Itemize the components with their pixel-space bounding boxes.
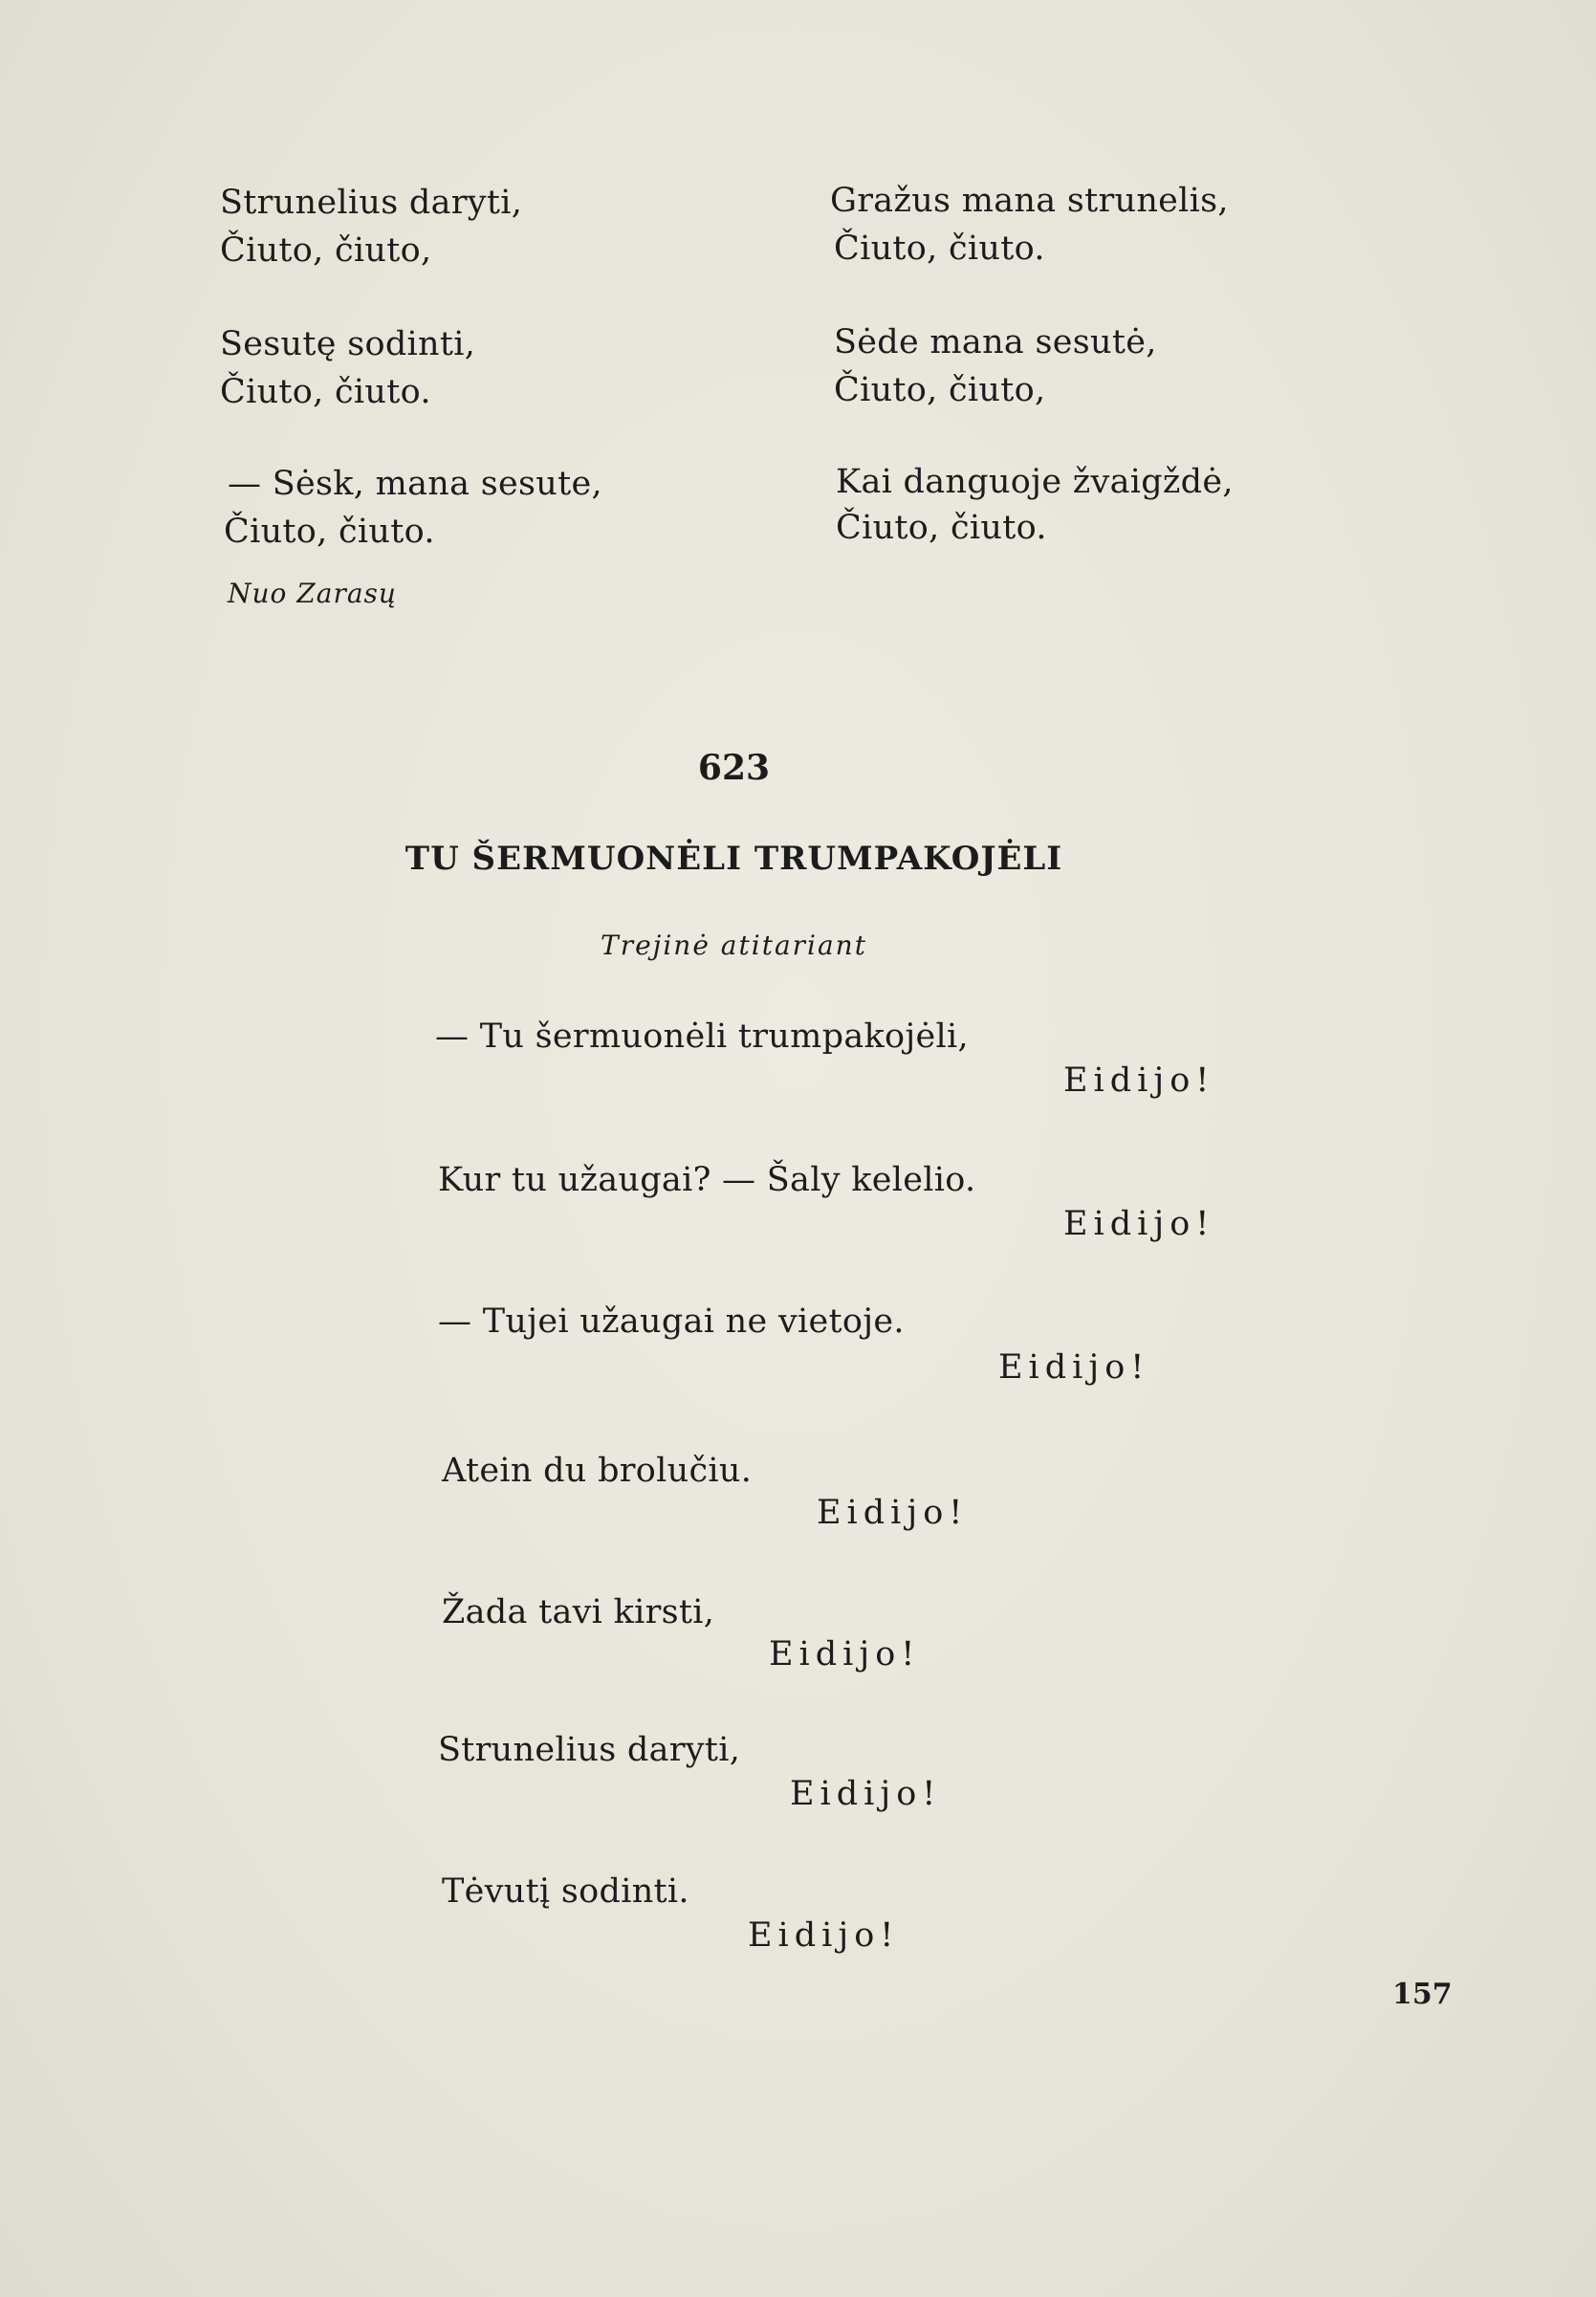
poem-line: Čiuto, čiuto, [220, 231, 432, 270]
verse-line: Žada tavi kirsti, [442, 1593, 715, 1631]
verse-line: — Tujei užaugai ne vietoje. [438, 1302, 905, 1341]
verse-refrain: Eidijo! [1063, 1205, 1215, 1243]
verse-refrain: Eidijo! [1063, 1061, 1215, 1100]
page-number: 157 [1392, 1978, 1453, 2011]
source-note: Nuo Zarasų [228, 578, 397, 609]
poem-line: Čiuto, čiuto. [834, 230, 1045, 268]
verse-line: Tėvutį sodinti. [442, 1872, 689, 1911]
verse-line: Strunelius daryti, [438, 1731, 741, 1769]
poem-line: Kai danguoje žvaigždė, [836, 463, 1234, 501]
verse-line: — Tu šermuonėli trumpakojėli, [435, 1017, 969, 1056]
verse-line: Kur tu užaugai? — Šaly kelelio. [438, 1161, 976, 1199]
poem-line: Čiuto, čiuto. [220, 373, 431, 411]
poem-line: Čiuto, čiuto. [836, 509, 1047, 547]
poem-line: Čiuto, čiuto, [834, 371, 1046, 409]
song-subtitle: Trejinė atitariant [601, 930, 867, 961]
poem-line: — Sėsk, mana sesute, [228, 465, 602, 503]
verse-line: Atein du brolučiu. [442, 1452, 753, 1490]
verse-refrain: Eidijo! [998, 1348, 1150, 1387]
verse-refrain: Eidijo! [817, 1494, 969, 1532]
poem-line: Gražus mana strunelis, [830, 182, 1229, 220]
song-title: TU ŠERMUONĖLI TRUMPAKOJĖLI [404, 840, 1063, 878]
verse-refrain: Eidijo! [748, 1916, 900, 1955]
poem-line: Sėde mana sesutė, [834, 323, 1157, 361]
verse-refrain: Eidijo! [769, 1635, 921, 1674]
poem-line: Čiuto, čiuto. [224, 513, 435, 551]
poem-line: Strunelius daryti, [220, 184, 523, 222]
song-number: 623 [697, 748, 771, 788]
verse-refrain: Eidijo! [790, 1775, 942, 1813]
poem-line: Sesutę sodinti, [220, 325, 476, 363]
